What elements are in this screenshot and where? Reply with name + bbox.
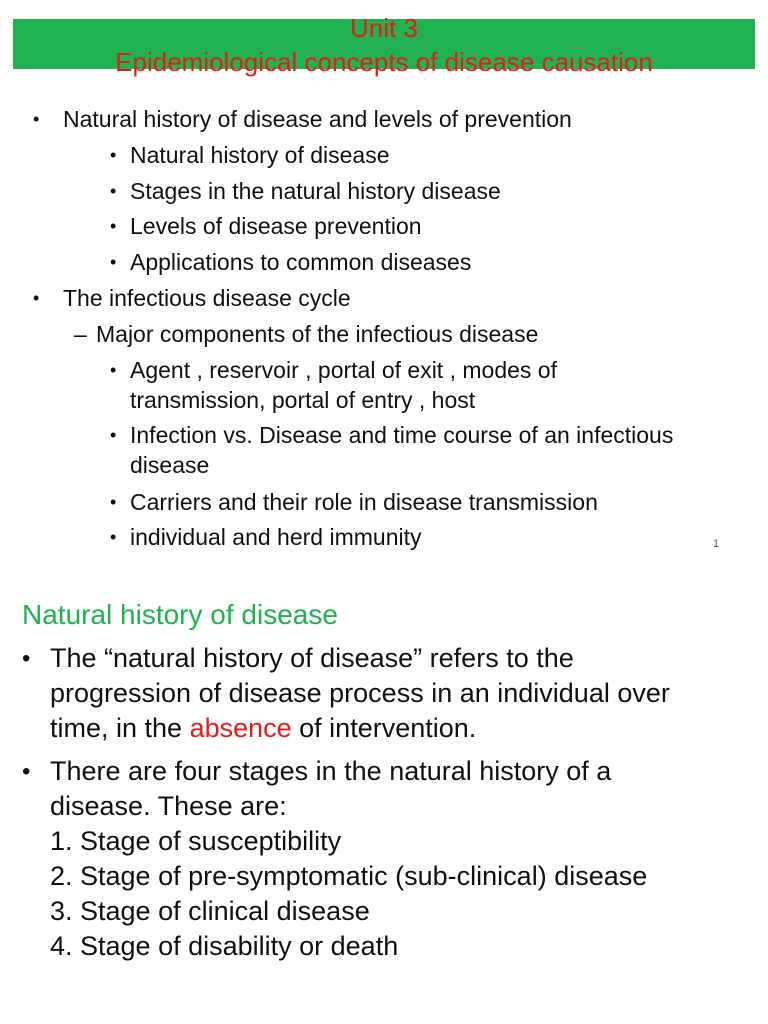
page-number: 1 [713, 538, 720, 550]
slide-title: Epidemiological concepts of disease causation [115, 47, 653, 77]
list-item: Natural history of disease and levels of prevention [63, 106, 572, 132]
bullet-icon: • [110, 145, 117, 165]
bullet-icon: • [33, 109, 40, 129]
bullet-icon: • [110, 527, 117, 547]
stage-item: 4. Stage of disability or death [50, 931, 399, 961]
emphasis-text: four stages [174, 756, 309, 786]
list-item: Applications to common diseases [130, 249, 472, 275]
bullet-icon: • [110, 425, 117, 445]
bullet-icon: • [110, 252, 117, 272]
stage-item: 3. Stage of clinical disease [50, 896, 370, 926]
list-item: Major components of the infectious disease [96, 321, 539, 347]
list-item-continuation: transmission, portal of entry , host [130, 387, 476, 413]
bullet-icon: • [22, 645, 31, 672]
emphasis-text: absence [189, 713, 292, 743]
list-item: Carriers and their role in disease transmission [130, 489, 598, 515]
bullet-icon: • [110, 360, 117, 380]
bullet-icon: • [110, 181, 117, 201]
emphasis-text: susceptibility [188, 826, 342, 856]
list-item: Stages in the natural history disease [130, 178, 501, 204]
bullet-icon: • [33, 288, 40, 308]
list-item: individual and herd immunity [130, 524, 422, 550]
stage-item: 1. Stage of susceptibility [50, 826, 342, 856]
list-item: Natural history of disease [130, 142, 390, 168]
stage-item: 2. Stage of pre-symptomatic (sub-clinical) disease [50, 861, 648, 891]
list-item: Infection vs. Disease and time course of an infectious [130, 422, 674, 448]
list-item: Levels of disease prevention [130, 213, 422, 239]
paragraph-line: There are four stages in the natural history of a [50, 756, 612, 786]
dash-icon: – [74, 321, 87, 347]
bullet-icon: • [110, 216, 117, 236]
unit-label: Unit 3 [350, 13, 418, 43]
paragraph-line: disease. These are: [50, 791, 287, 821]
bullet-icon: • [22, 758, 31, 785]
list-item-continuation: disease [130, 452, 210, 478]
list-item: The infectious disease cycle [63, 285, 351, 311]
bullet-icon: • [110, 492, 117, 512]
list-item: Agent , reservoir , portal of exit , modes of [130, 357, 557, 383]
paragraph-line: progression of disease process in an individual over [50, 678, 670, 708]
emphasis-text: clinical [188, 896, 270, 926]
paragraph-line: The “natural history of disease” refers to the [50, 643, 574, 673]
emphasis-text: sub-clinical [404, 861, 538, 891]
section-heading: Natural history of disease [22, 599, 338, 630]
paragraph-line: time, in the absence of intervention. [50, 713, 477, 743]
